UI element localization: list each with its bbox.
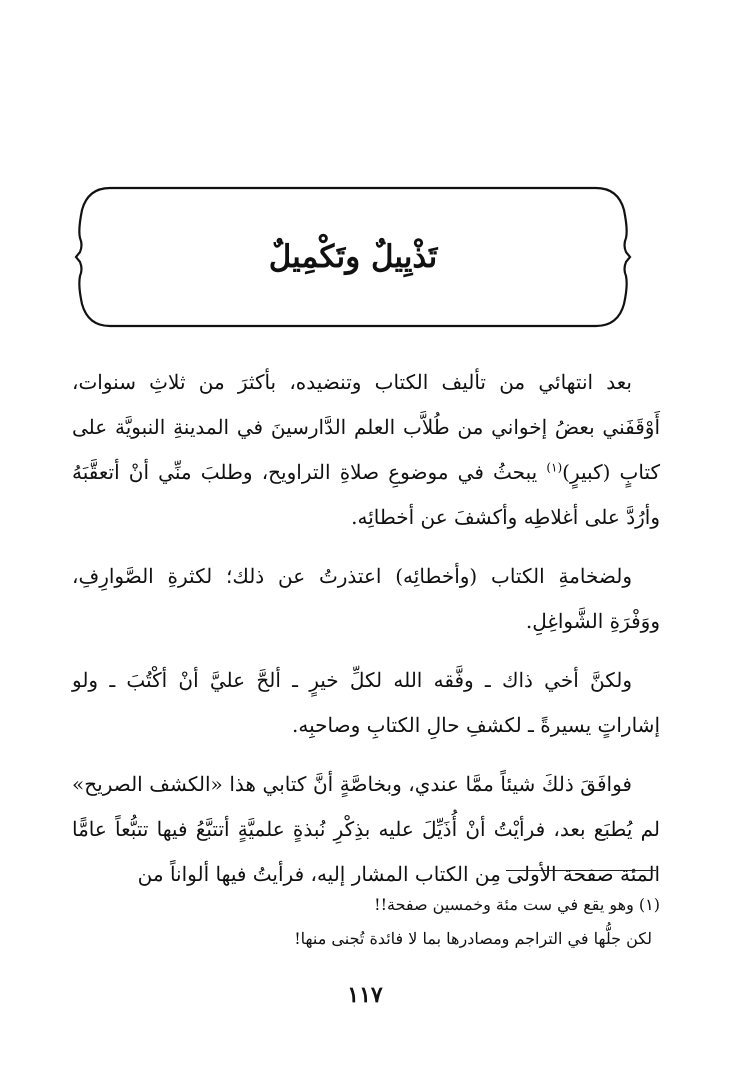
footnote-separator: [506, 870, 656, 871]
footnotes: [72, 888, 660, 956]
chapter-title: تَذْيِيلٌ وتَكْمِيلٌ: [268, 239, 438, 275]
footnote-marker: (١): [546, 460, 563, 475]
paragraph-4: فوافَقَ ذلكَ شيئاً ممَّا عندي، وبخاصَّةٍ أنَّ كتابي هذا «الكشف الصريح» لم يُطبَع بعد، فرأيْتُ أنْ أُذَيِّلَ عليه بذِكْرِ نُبذةٍ علميَّةٍ أتتبَّعُ فيها تتبُّعاً عامًّا المئة صفحة الأولى مِن الكتاب المشار إليه، فرأيتُ فيها ألواناً من: [72, 772, 660, 886]
page-number: ١١٧: [347, 982, 383, 1008]
paragraph-1-tail: يبحثُ في موضوعِ صلاةِ التراويح، وطلبَ منِّي أنْ أتعقَّبَهُ وأرُدَّ على أغلاطِه وأكشفَ عن أخطائِه.: [72, 460, 660, 529]
body-text: [72, 360, 660, 911]
paragraph-2: ولضخامةِ الكتاب (وأخطائِه) اعتذرتُ عن ذلك؛ لكثرةِ الصَّوارِفِ، ووَفْرَةِ الشَّواغِلِ.: [72, 564, 660, 633]
footnote-1-continued: لكن جلُّها في التراجم ومصادرها بما لا فائدة تُجنى منها!: [294, 929, 652, 948]
chapter-title-frame: [70, 182, 636, 332]
paragraph-1: [72, 360, 660, 540]
footnote-1: (١) وهو يقع في ست مئة وخمسين صفحة!!: [374, 895, 660, 914]
paragraph-1-text: بعد انتهائي من تأليف الكتاب وتنضيده، بأكثرَ من ثلاثِ سنوات، أَوْقَفَني بعضُ إخواني من طُلاَّب العلم الدَّارسينَ في المدينةِ النبويَّة على كتابٍ (كبيرٍ): [72, 370, 661, 484]
paragraph-3: ولكنَّ أخي ذاك ـ وفَّقه الله لكلِّ خيرٍ ـ ألحَّ عليَّ أنْ أكْتُبَ ـ ولو إشاراتٍ يسيرةً ـ لكشفِ حالِ الكتابِ وصاحبِه.: [72, 668, 660, 737]
